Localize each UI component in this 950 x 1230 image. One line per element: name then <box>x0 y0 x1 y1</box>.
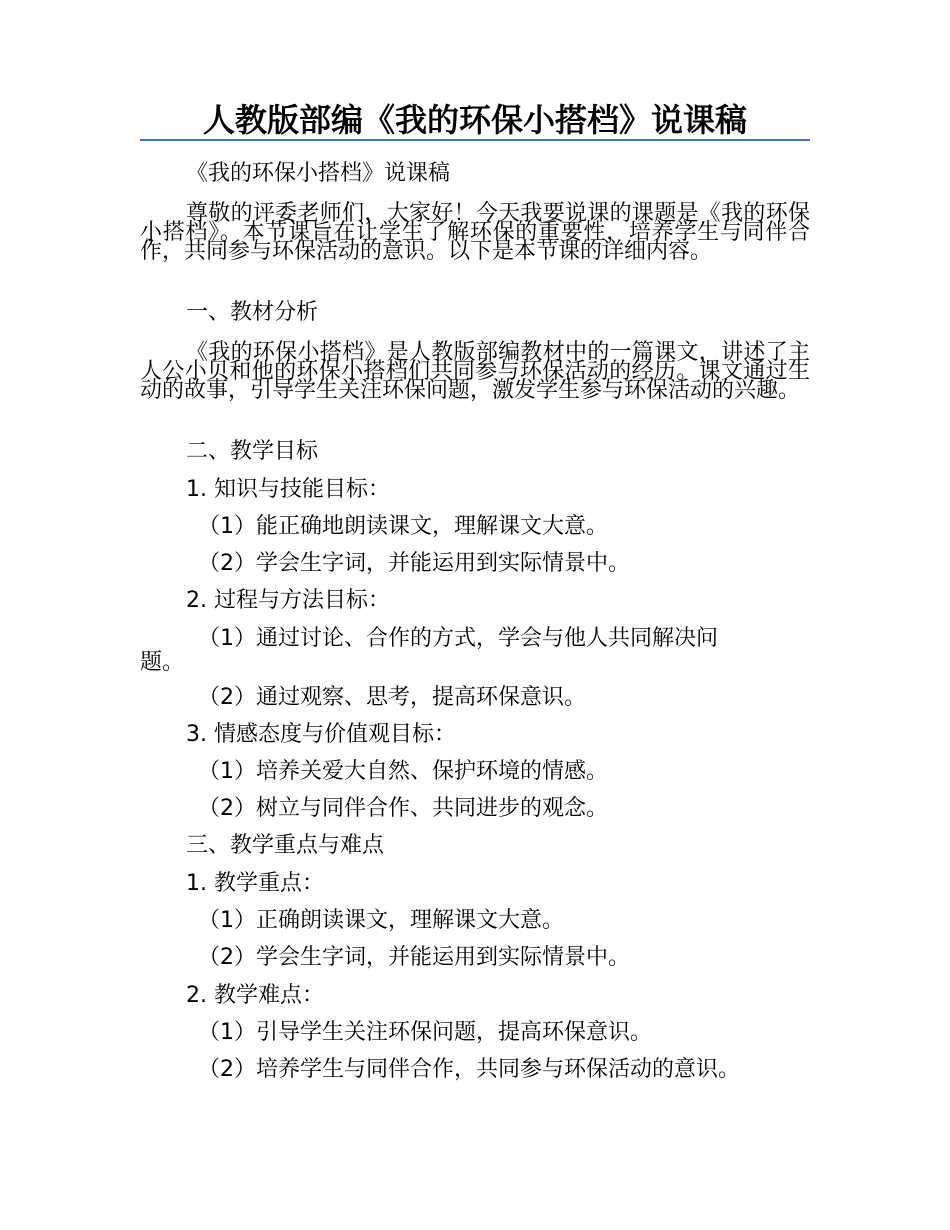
key-point-item-1: （1）正确朗读课文，理解课文大意。 <box>198 908 564 933</box>
goal-1-item-2: （2）学会生字词，并能运用到实际情景中。 <box>198 551 630 576</box>
difficult-point-item-1: （1）引导学生关注环保问题，提高环保意识。 <box>198 1020 652 1045</box>
title-underline <box>140 139 810 141</box>
subtitle: 《我的环保小搭档》说课稿 <box>186 161 451 186</box>
goal-2-item-1 <box>140 627 810 675</box>
goal-2-label: 2. 过程与方法目标： <box>186 588 390 613</box>
goal-1-label: 1. 知识与技能目标： <box>186 477 390 502</box>
goal-3-item-2: （2）树立与同伴合作、共同进步的观念。 <box>198 796 608 821</box>
goal-2-item-1-line-2: 题。 <box>140 650 185 675</box>
key-points-label: 1. 教学重点： <box>186 871 324 896</box>
section-heading-2: 二、教学目标 <box>186 439 319 464</box>
goal-3-item-1: （1）培养关爱大自然、保护环境的情感。 <box>198 759 608 784</box>
key-point-item-2: （2）学会生字词，并能运用到实际情景中。 <box>198 945 630 970</box>
section-heading-3: 三、教学重点与难点 <box>186 833 385 858</box>
difficult-points-label: 2. 教学难点： <box>186 983 324 1008</box>
goal-2-item-2: （2）通过观察、思考，提高环保意识。 <box>198 685 586 710</box>
goal-1-item-1: （1）能正确地朗读课文，理解课文大意。 <box>198 514 608 539</box>
section-heading-1: 一、教材分析 <box>186 300 319 325</box>
intro-paragraph: 尊敬的评委老师们，大家好！今天我要说课的课题是《我的环保小搭档》。本节课旨在让学生了解环保的重要性，培养学生与同伴合作，共同参与环保活动的意识。以下是本节课的详细内容。 <box>140 201 810 264</box>
difficult-point-item-2: （2）培养学生与同伴合作，共同参与环保活动的意识。 <box>198 1057 740 1082</box>
goal-3-label: 3. 情感态度与价值观目标： <box>186 722 456 747</box>
document-title: 人教版部编《我的环保小搭档》说课稿 <box>202 101 747 139</box>
section-1-body: 《我的环保小搭档》是人教版部编教材中的一篇课文，讲述了主人公小贝和他的环保小搭档们共同参与环保活动的经历。课文通过生动的故事，引导学生关注环保问题，激发学生参与环保活动的兴趣。 <box>140 340 810 403</box>
goal-2-item-1-line-1: （1）通过讨论、合作的方式，学会与他人共同解决问 <box>198 626 718 651</box>
